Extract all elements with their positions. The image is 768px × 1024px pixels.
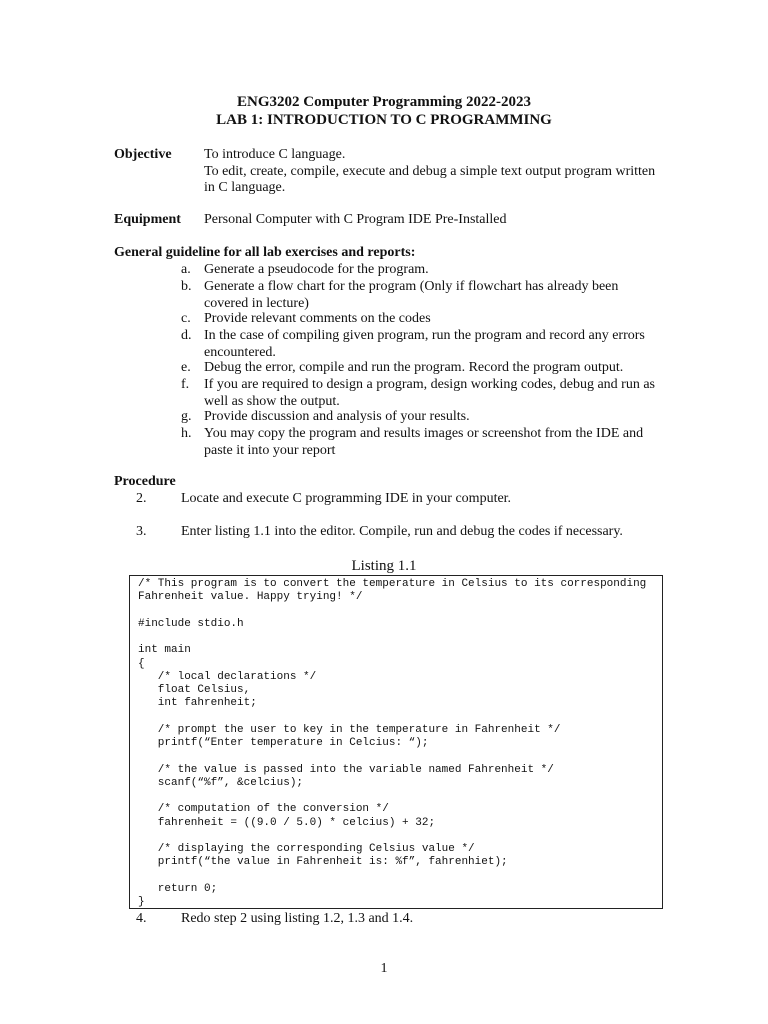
guideline-text: Provide discussion and analysis of your results. [204,409,470,424]
guideline-text: Provide relevant comments on the codes [204,311,431,326]
page-number: 1 [380,961,388,976]
guideline-text: You may copy the program and results images or screenshot from the IDE and paste it into your report [204,426,644,458]
course-title: ENG3202 Computer Programming 2022-2023 [236,94,531,110]
guideline-text: Debug the error, compile and run the program. Record the program output. [204,360,624,375]
guideline-letter: b. [181,279,192,294]
guideline-text: Generate a pseudocode for the program. [204,262,429,277]
equipment-label: Equipment [114,212,181,227]
step-text: Locate and execute C programming IDE in your computer. [181,491,512,506]
step-number: 2. [136,491,147,506]
step-text: Enter listing 1.1 into the editor. Compile, run and debug the codes if necessary. [181,524,623,539]
code-listing: /* This program is to convert the temperature in Celsius to its corresponding Fahrenheit value. Happy trying! */ #include stdio.h int main { /* local declarations */ float Celsius, int fahrenheit; /* prompt the user to key in the temperature in Fahrenheit */ printf(“Enter temperature in Celcius: “); /* the value is passed into the variable named Fahrenheit */ scanf(“%f”, &celcius); /* computation of the conversion */ fahrenheit = ((9.0 / 5.0) * celcius) + 32; /* displaying the corresponding Celsius value */ printf(“the value in Fahrenheit is: %f”, fahrenhiet); return 0; } [138,578,647,908]
guideline-heading: General guideline for all lab exercises and reports: [114,245,416,260]
equipment-text: Personal Computer with C Program IDE Pre-Installed [204,212,507,227]
objective-label: Objective [114,147,172,162]
objective-line-2: To edit, create, compile, execute and debug a simple text output program written [204,164,656,179]
code-listing-box [129,575,663,909]
lab-title: LAB 1: INTRODUCTION TO C PROGRAMMING [216,112,552,128]
guideline-letter: g. [181,409,192,424]
guideline-letter: a. [181,262,191,277]
step-number: 4. [136,911,147,926]
listing-caption: Listing 1.1 [351,558,417,574]
guideline-text: If you are required to design a program, design working codes, debug and run as well as show the output. [204,377,655,409]
guideline-letter: c. [181,311,191,326]
objective-line-1: To introduce C language. [204,147,346,162]
guideline-text: Generate a flow chart for the program (Only if flowchart has already been covered in lecture) [204,279,619,311]
guideline-letter: e. [181,360,191,375]
step-text: Redo step 2 using listing 1.2, 1.3 and 1.4. [181,911,414,926]
guideline-text: In the case of compiling given program, run the program and record any errors encountered. [204,328,645,360]
guideline-letter: h. [181,426,192,441]
step-number: 3. [136,524,147,539]
procedure-heading: Procedure [114,474,176,489]
objective-line-3: in C language. [204,180,286,195]
guideline-letter: f. [181,377,190,392]
guideline-letter: d. [181,328,192,343]
